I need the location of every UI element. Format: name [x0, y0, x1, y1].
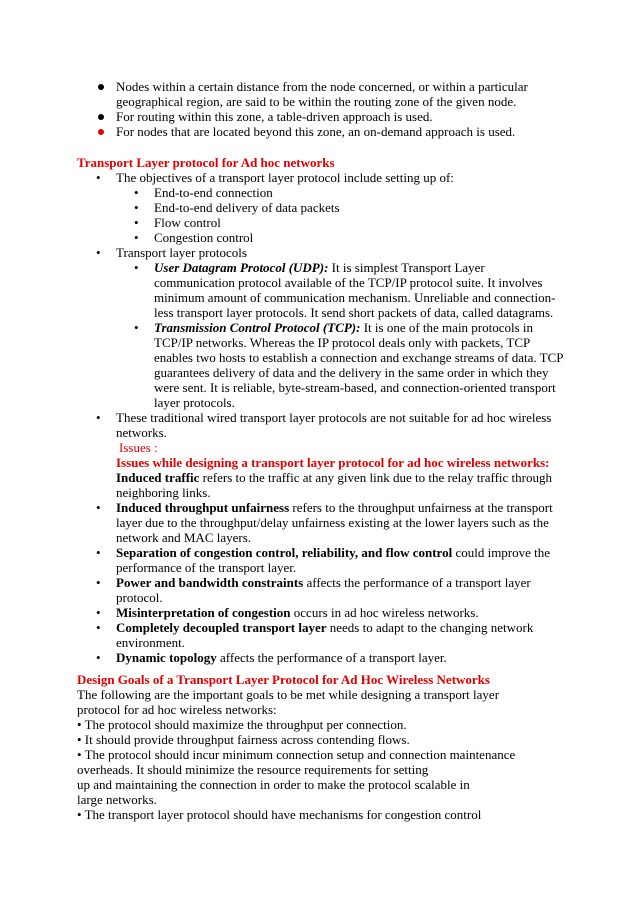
sub-list-item: • End-to-end connection — [134, 185, 273, 200]
bullet-icon: • — [96, 620, 101, 635]
list-item: • Transport layer protocols — [96, 245, 247, 260]
bullet-icon — [98, 84, 104, 90]
issue-item: • Power and bandwidth constraints affects the performance of a transport layer — [96, 575, 531, 590]
issues-heading: Issues while designing a transport layer protocol for ad hoc wireless networks: — [116, 455, 550, 470]
sub-list-item: • Transmission Control Protocol (TCP): It is one of the main protocols in — [134, 320, 534, 335]
list-item: • These traditional wired transport layer protocols are not suitable for ad hoc wireless — [96, 410, 552, 425]
bullet-icon: • — [96, 575, 101, 590]
list-item: For routing within this zone, a table-driven approach is used. — [0, 109, 638, 124]
bullet-icon: • — [134, 260, 139, 275]
issue-item: • Induced throughput unfairness refers to the throughput unfairness at the transport — [96, 500, 553, 515]
list-item: • The objectives of a transport layer protocol include setting up of: — [96, 170, 454, 185]
list-item: For nodes that are located beyond this zone, an on-demand approach is used. — [0, 124, 638, 139]
bullet-icon: • — [96, 170, 101, 185]
issue-item: • Separation of congestion control, reliability, and flow control could improve the — [96, 545, 551, 560]
bullet-icon: • — [96, 410, 101, 425]
bullet-icon: • — [96, 245, 101, 260]
bullet-icon: • — [134, 215, 139, 230]
sub-list-item: • Congestion control — [134, 230, 254, 245]
sub-list-item: • User Datagram Protocol (UDP): It is simplest Transport Layer — [134, 260, 485, 275]
sub-list-item: • Flow control — [134, 215, 221, 230]
bullet-icon: • — [134, 200, 139, 215]
bullet-icon: • — [96, 500, 101, 515]
bullet-icon: • — [96, 650, 101, 665]
bullet-icon — [98, 129, 104, 135]
sub-list-item: • End-to-end delivery of data packets — [134, 200, 340, 215]
bullet-icon: • — [134, 185, 139, 200]
design-goals-section: Design Goals of a Transport Layer Protocol for Ad Hoc Wireless Networks The following are the important goals to be met while designing a transport layer protocol for ad hoc wireless networks: • The protocol should maximize the throughput per connection. • It should provide throughput fairness across contending flows. • The protocol should incur minimum connection setup and connection maintenance overheads. It should minimize the resource requirements for setting up and maintaining the connection in order to make the protocol scalable in large networks. • The transport layer protocol should have mechanisms for congestion control — [77, 672, 516, 822]
bullet-icon — [98, 114, 104, 120]
transport-section: Transport Layer protocol for Ad hoc networks • The objectives of a transport layer protocol include setting up of: • End-to-end connection • End-to-end delivery of data packets • Flow control • Congestion control • Transport layer protocols • User Datagram Protocol (UDP): It is simplest Transport Layer communication protocol available of the TCP/IP protocol suite. It involves minimum amount of communication mechanism. Unreliable and connection- less transport layer protocols. It send short packets of data, called datagrams. • Transmission Control Protocol (TCP): It is one of the main protocols in TCP/IP networks. Whereas the IP protocol deals only with packets, TCP enables two hosts to establish a connection and exchange streams of data. TCP guarantees delivery of data and the delivery in the same order in which they were sent. It is reliable, byte-stream-based, and connection-oriented transport layer protocols. • These traditional wired transport layer protocols are not suitable for ad hoc wireless networks. Issues : Issues while designing a transport layer protocol for ad hoc wireless networks: Induced traffic refers to the traffic at any given link due to the relay traffic through neighboring links. • Induced throughput unfairness refers to the throughput unfairness at the transport layer due to the throughput/delay unfairness existing at the lower layers such as the network and MAC layers. • Separation of congestion control, reliability, and flow control could improve the performance of the transport layer. • Power and bandwidth constraints affects the performance of a transport layer protocol. • Misinterpretation of congestion occurs in ad hoc wireless networks. • Completely decoupled transport layer needs to adapt to the changing network environment. • Dynamic topology affects the performance of a transport layer. — [0, 155, 638, 665]
list-item: Nodes within a certain distance from the node concerned, or within a particular — [0, 79, 638, 94]
issue-item: • Misinterpretation of congestion occurs in ad hoc wireless networks. — [96, 605, 479, 620]
section-heading: Transport Layer protocol for Ad hoc networks — [77, 155, 335, 170]
issue-item: • Dynamic topology affects the performance of a transport layer. — [96, 650, 447, 665]
bullet-icon: • — [96, 545, 101, 560]
udp-term: User Datagram Protocol (UDP): — [154, 260, 329, 275]
bullet-icon: • — [134, 320, 139, 335]
section-heading: Design Goals of a Transport Layer Protocol for Ad Hoc Wireless Networks — [77, 672, 490, 687]
bullet-icon: • — [134, 230, 139, 245]
bullet-icon: • — [96, 605, 101, 620]
issue-item: • Completely decoupled transport layer needs to adapt to the changing network — [96, 620, 534, 635]
intro-list: Nodes within a certain distance from the node concerned, or within a particular geographical region, are said to be within the routing zone of the given node. For routing within this zone, a table-driven approach is used. For nodes that are located beyond this zone, an on-demand approach is used. — [0, 79, 638, 139]
issues-label: Issues : — [119, 440, 158, 455]
tcp-term: Transmission Control Protocol (TCP): — [154, 320, 361, 335]
